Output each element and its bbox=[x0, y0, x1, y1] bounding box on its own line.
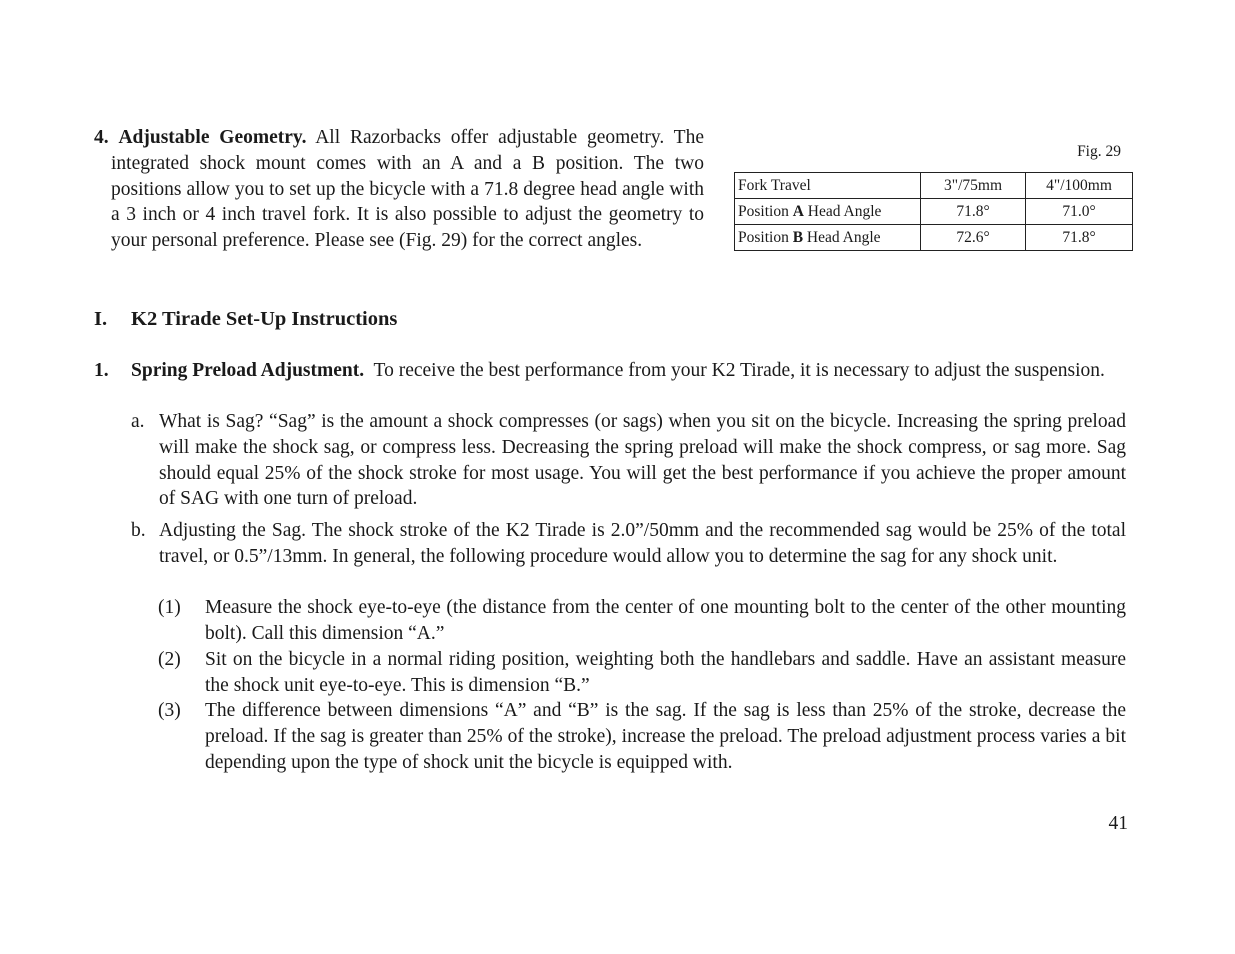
table-cell: 72.6° bbox=[921, 225, 1026, 251]
subitem-label: a. bbox=[131, 411, 145, 432]
table-cell: 4"/100mm bbox=[1026, 173, 1133, 199]
row-label-suffix: Head Angle bbox=[803, 228, 881, 246]
list-item bbox=[158, 698, 1126, 775]
figure-label: Fig. 29 bbox=[1077, 143, 1121, 160]
step-text: Measure the shock eye-to-eye (the distance from the center of one mounting bolt to the center of the other mounting bolt). Call this dimension “A.” bbox=[205, 597, 1126, 644]
section-roman-numeral: I. bbox=[94, 308, 108, 330]
section-adjustable-geometry bbox=[94, 125, 704, 254]
step-label: (2) bbox=[158, 649, 181, 670]
subitem-what-is-sag bbox=[131, 409, 1126, 512]
table-cell bbox=[735, 199, 921, 225]
subitem-text: What is Sag? “Sag” is the amount a shock compresses (or sags) when you sit on the bicycle. Increasing the spring preload will make the shock sag, or compress less. Decreasing the spring preload will make the shock compress, or sag more. Sag should equal 25% of the shock stroke for most usage. You will get the best performance if you achieve the proper amount of SAG with one turn of preload. bbox=[159, 411, 1126, 510]
step-label: (3) bbox=[158, 700, 181, 721]
section-heading-k2-tirade bbox=[94, 308, 397, 331]
subitem-text: Adjusting the Sag. The shock stroke of the K2 Tirade is 2.0”/50mm and the recommended sag would be 25% of the total travel, or 0.5”/13mm. In general, the following procedure would allow you to determine the sag for any shock unit. bbox=[159, 520, 1126, 567]
table-header-row bbox=[735, 173, 1133, 199]
item-text: To receive the best performance from your K2 Tirade, it is necessary to adjust the suspension. bbox=[373, 360, 1105, 381]
item-number: 1. bbox=[94, 360, 109, 381]
step-text: Sit on the bicycle in a normal riding position, weighting both the handlebars and saddle. Have an assistant measure the shock unit eye-to-eye. This is dimension “B.” bbox=[205, 649, 1126, 696]
row-label-position: B bbox=[792, 228, 804, 246]
adjustable-geometry-paragraph bbox=[94, 125, 704, 254]
row-label-prefix: Position bbox=[738, 228, 793, 246]
item-heading: Spring Preload Adjustment. bbox=[131, 360, 365, 381]
page-number: 41 bbox=[1108, 813, 1128, 834]
table-cell bbox=[735, 225, 921, 251]
subitem-label: b. bbox=[131, 520, 146, 541]
section-heading: Adjustable Geometry. bbox=[118, 127, 307, 148]
section-text: All Razorbacks offer adjustable geometry. The integrated shock mount comes with an A and a B position. The two positions allow you to set up the bicycle with a 71.8 degree head angle with a 3 inch or 4 inch travel fork. It is also possible to adjust the geometry to your personal preference. Please see (Fig. 29) for the correct angles. bbox=[111, 127, 704, 252]
row-label-suffix: Head Angle bbox=[803, 202, 882, 220]
section-number: 4. bbox=[94, 127, 109, 148]
subitem-adjusting-sag bbox=[131, 518, 1126, 570]
section-title: K2 Tirade Set-Up Instructions bbox=[131, 308, 398, 330]
table-cell: 71.8° bbox=[921, 199, 1026, 225]
row-label-prefix: Position bbox=[738, 202, 793, 220]
item-paragraph bbox=[131, 358, 1129, 384]
item-spring-preload bbox=[94, 358, 1129, 384]
table-row bbox=[735, 225, 1133, 251]
list-item bbox=[158, 595, 1126, 647]
head-angle-table bbox=[734, 172, 1133, 251]
table-cell: 71.0° bbox=[1026, 199, 1133, 225]
step-text: The difference between dimensions “A” and “B” is the sag. If the sag is less than 25% of the stroke, decrease the preload. If the sag is greater than 25% of the stroke), increase the preload. The preload adjustment process varies a bit depending upon the type of shock unit the bicycle is equipped with. bbox=[205, 700, 1126, 773]
table-row bbox=[735, 199, 1133, 225]
list-item bbox=[158, 647, 1126, 699]
step-label: (1) bbox=[158, 597, 181, 618]
row-label-position: A bbox=[792, 202, 804, 220]
table-cell: 3"/75mm bbox=[921, 173, 1026, 199]
table-cell: 71.8° bbox=[1026, 225, 1133, 251]
table-cell: Fork Travel bbox=[735, 173, 921, 199]
